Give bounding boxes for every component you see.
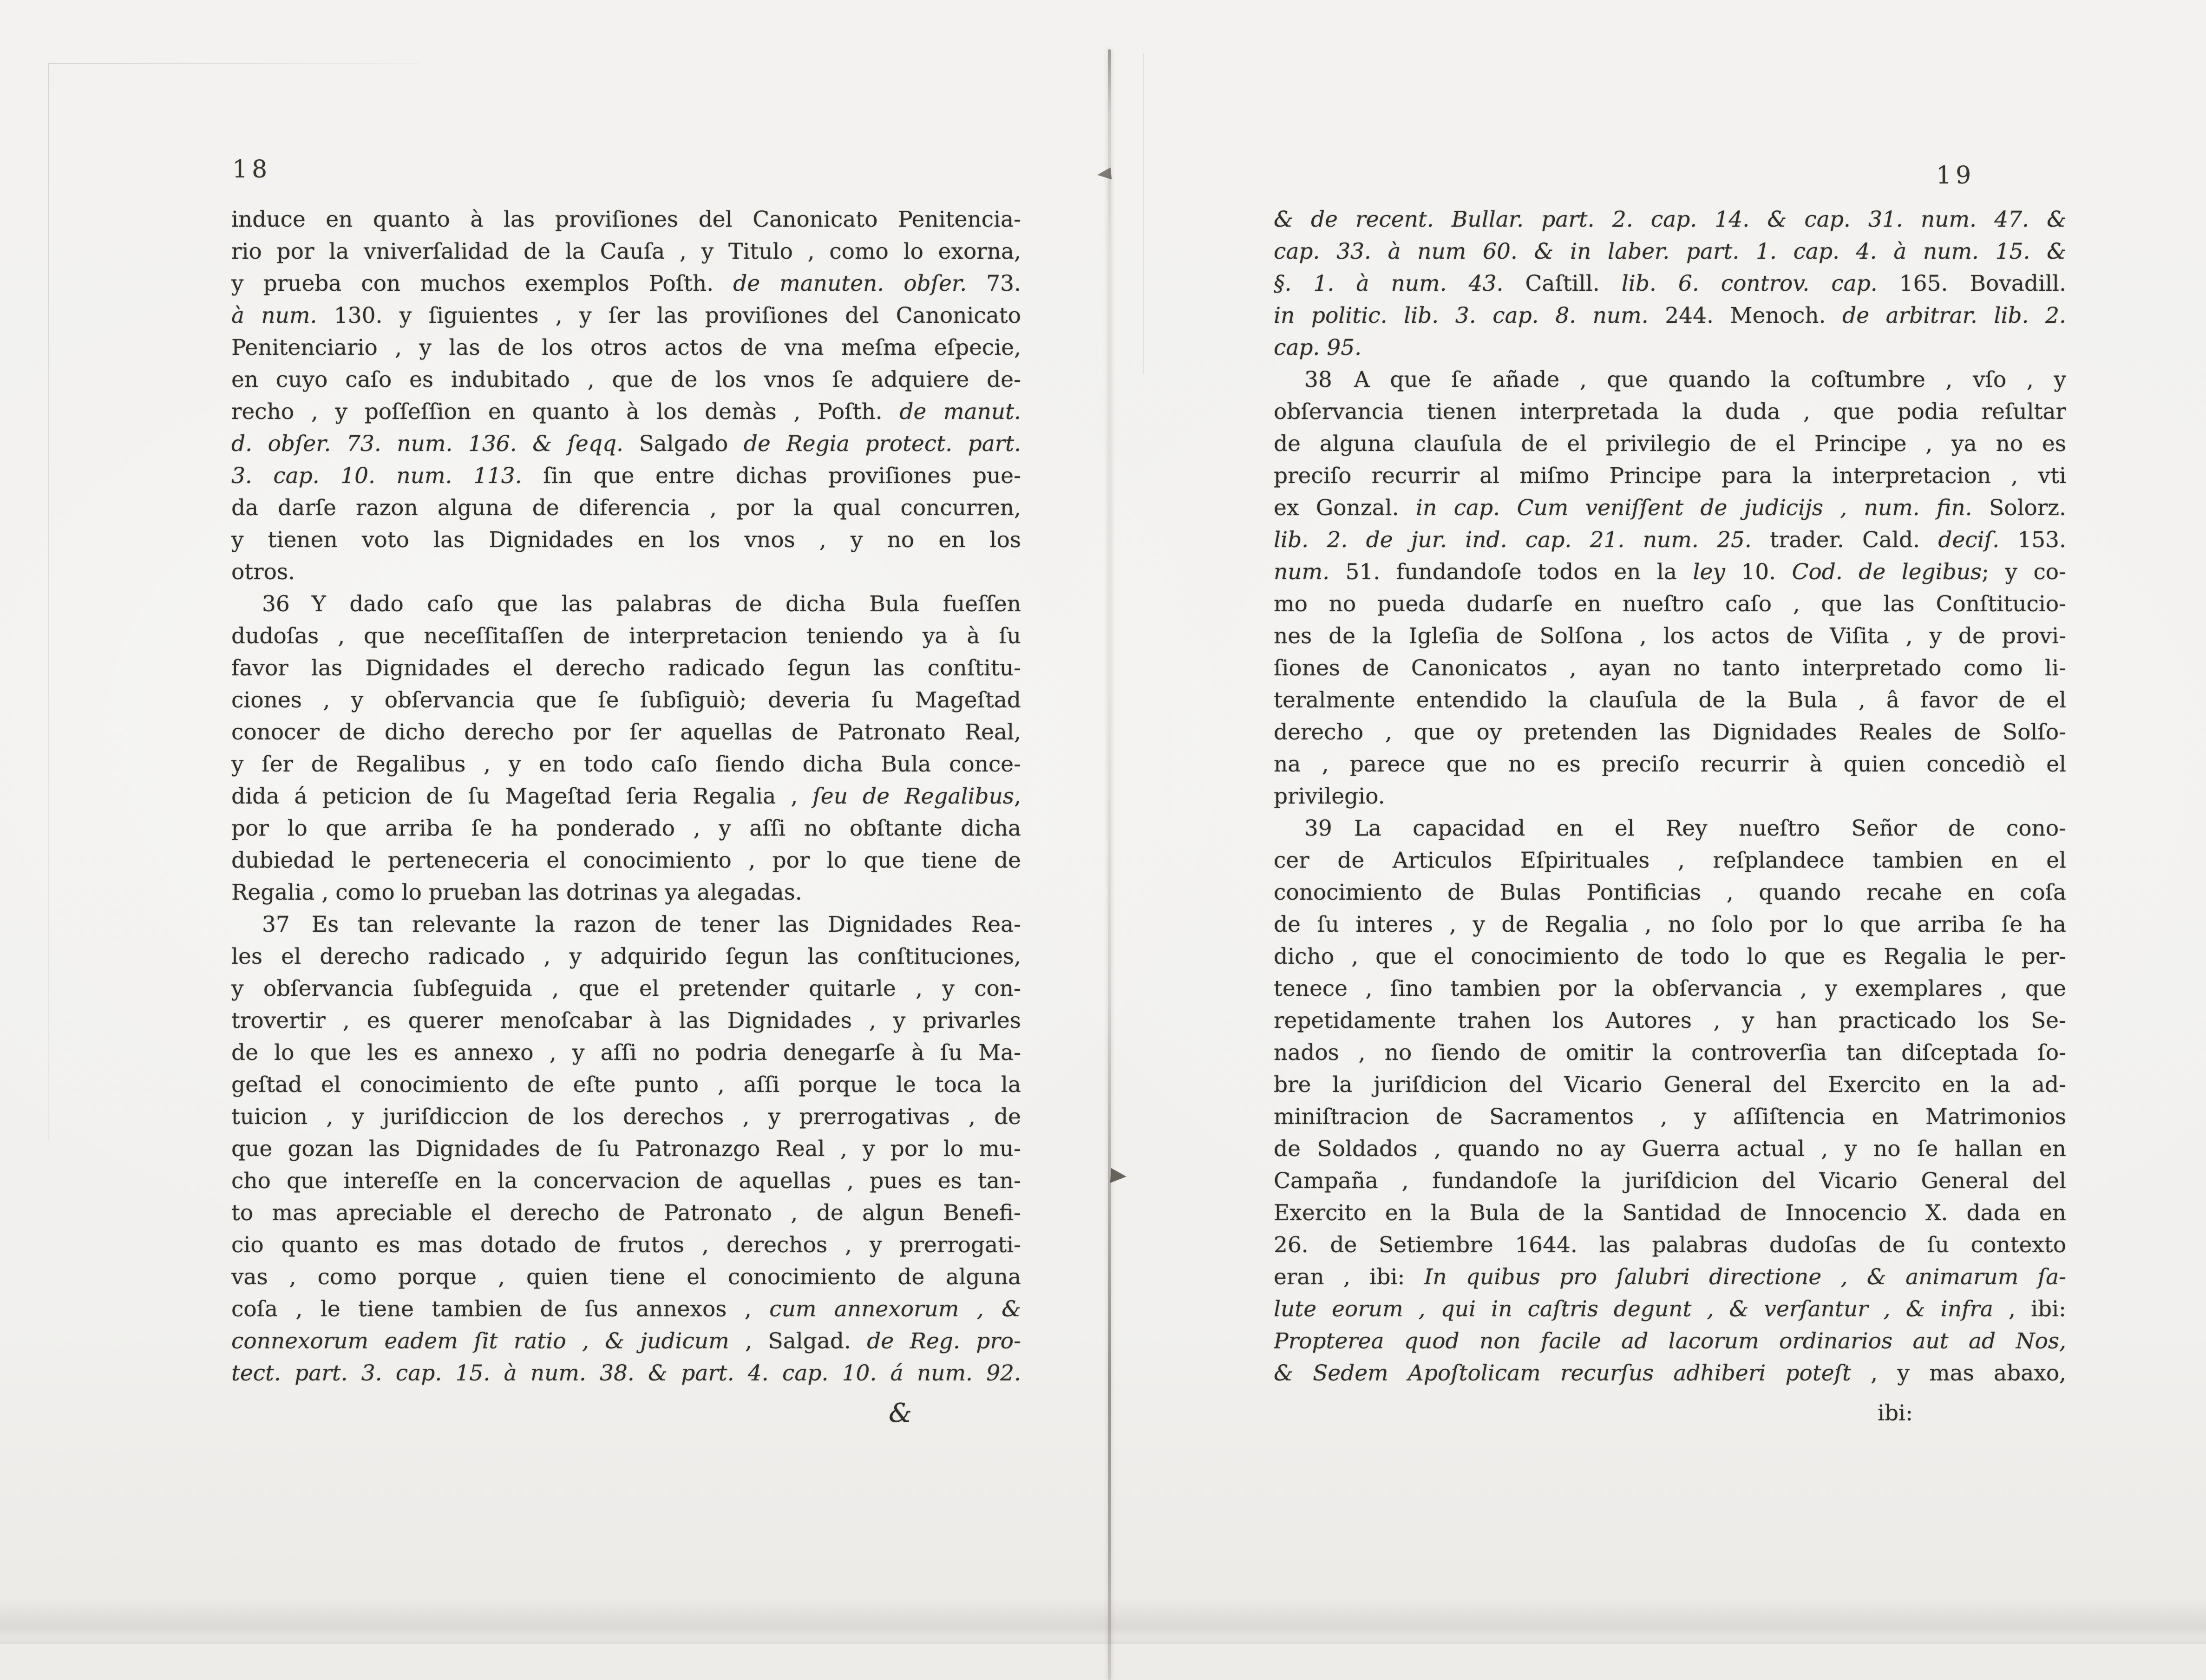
text-line: da darſe razon alguna de diferencia , por la qual concurren, — [231, 495, 1021, 521]
text-line: repetidamente trahen los Autores , y han practicado los Se- — [1274, 1008, 2066, 1033]
text-line: nados , no ſiendo de omitir la controverſia tan diſceptada ſo- — [1274, 1040, 2066, 1066]
text-line: à num. 130. y ſiguientes , y ſer las proviſiones del Canonicato — [231, 303, 1021, 328]
text-line: teralmente entendido la clauſula de la Bula , â favor de el — [1274, 687, 2066, 713]
text-line: en cuyo caſo es indubitado , que de los vnos ſe adquiere de- — [231, 367, 1021, 392]
text-line: §. 1. à num. 43. Caſtill. lib. 6. controv. cap. 165. Bovadill. — [1274, 271, 2066, 296]
text-line: tenece , ſino tambien por la obſervancia , y exemplares , que — [1274, 976, 2066, 1001]
page-number-right: 19 — [1936, 162, 1976, 190]
text-line: num. 51. fundandoſe todos en la ley 10. Cod. de legibus; y co- — [1274, 559, 2066, 585]
text-line: privilegio. — [1274, 784, 1385, 809]
page-18-text-block — [231, 203, 1021, 1432]
text-line: 26. de Setiembre 1644. las palabras dudoſas de ſu contexto — [1274, 1232, 2066, 1258]
text-line: coſa , le tiene tambien de ſus annexos , cum annexorum , & — [231, 1296, 1021, 1322]
text-line: cho que intereſſe en la concervacion de aquellas , pues es tan- — [231, 1168, 1021, 1194]
text-line: ciones , y obſervancia que ſe ſubſiguiò; deveria ſu Mageſtad — [231, 687, 1021, 713]
text-line: induce en quanto à las proviſiones del Canonicato Penitencia- — [231, 207, 1021, 232]
text-line: Propterea quod non facile ad lacorum ordinarios aut ad Nos, — [1274, 1328, 2066, 1354]
text-line: derecho , que oy pretenden las Dignidades Reales de Solſo- — [1274, 719, 2066, 745]
text-line: dubiedad le perteneceria el conocimiento , por lo que tiene de — [231, 848, 1021, 873]
text-line: que gozan las Dignidades de ſu Patronazgo Real , y por lo mu- — [231, 1136, 1021, 1162]
text-line: conocer de dicho derecho por ſer aquellas de Patronato Real, — [231, 719, 1021, 745]
text-line: dicho , que el conocimiento de todo lo que es Regalia le per- — [1274, 944, 2066, 969]
catchword: & — [889, 1398, 912, 1428]
text-line: lib. 2. de jur. ind. cap. 21. num. 25. trader. Cald. deciſ. 153. — [1274, 527, 2066, 553]
binding-thread-mark-bottom — [1110, 1168, 1127, 1184]
page-number-left: 18 — [232, 156, 272, 183]
text-line: cer de Articulos Eſpirituales , reſplandece tambien en el — [1274, 848, 2066, 873]
text-line: Penitenciario , y las de los otros actos de vna meſma eſpecie, — [231, 335, 1021, 360]
text-line: 39 La capacidad en el Rey nueſtro Señor de cono- — [1304, 816, 2066, 841]
text-line: to mas apreciable el derecho de Patronato , de algun Benefi- — [231, 1200, 1021, 1226]
text-line: Regalia , como lo prueban las dotrinas ya alegadas. — [231, 880, 802, 905]
text-line: miniſtracion de Sacramentos , y aſſiſtencia en Matrimonios — [1274, 1104, 2066, 1130]
text-line: y tienen voto las Dignidades en los vnos , y no en los — [231, 527, 1021, 553]
text-line: cio quanto es mas dotado de frutos , derechos , y prerrogati- — [231, 1232, 1021, 1258]
text-line: otros. — [231, 559, 295, 585]
page-under-edge-vertical — [48, 64, 49, 1141]
text-line: connexorum eadem ſit ratio , & judicum , Salgad. de Reg. pro- — [231, 1328, 1021, 1354]
text-line: tuicion , y juriſdiccion de los derechos , y prerrogativas , de — [231, 1104, 1021, 1130]
text-line: y obſervancia ſubſeguida , que el pretender quitarle , y con- — [231, 976, 1021, 1001]
text-line: obſervancia tienen interpretada la duda , que podia reſultar — [1274, 399, 2066, 425]
text-line: favor las Dignidades el derecho radicado ſegun las conſtitu- — [231, 655, 1021, 681]
text-line: na , parece que no es preciſo recurrir à quien concediò el — [1274, 752, 2066, 777]
text-line: 38 A que ſe añade , que quando la coſtumbre , vſo , y — [1304, 367, 2066, 392]
text-line: y ſer de Regalibus , y en todo caſo ſiendo dicha Bula conce- — [231, 752, 1021, 777]
text-line: eran , ibi: In quibus pro ſalubri directione , & animarum ſa- — [1274, 1264, 2066, 1290]
text-line: vas , como porque , quien tiene el conocimiento de alguna — [231, 1264, 1021, 1290]
text-line: dida á peticion de ſu Mageſtad ſeria Regalia , ſeu de Regalibus, — [231, 784, 1021, 809]
text-line: 3. cap. 10. num. 113. ſin que entre dichas proviſiones pue- — [231, 463, 1021, 489]
text-line: de ſu interes , y de Regalia , no ſolo por lo que arriba ſe ha — [1274, 912, 2066, 937]
binding-gutter-crease — [1108, 49, 1111, 1680]
text-line: dudoſas , que neceſſitaſſen de interpretacion teniendo ya à ſu — [231, 623, 1021, 649]
text-line: & Sedem Apoſtolicam recurſus adhiberi poteſt , y mas abaxo, — [1274, 1360, 2066, 1386]
text-line: 36 Y dado caſo que las palabras de dicha Bula fueſſen — [262, 591, 1021, 617]
text-line: d. obſer. 73. num. 136. & ſeqq. Salgado de Regia protect. part. — [231, 431, 1021, 457]
text-line: Exercito en la Bula de la Santidad de Innocencio X. dada en — [1274, 1200, 2066, 1226]
text-line: conocimiento de Bulas Pontificias , quando recahe en coſa — [1274, 880, 2066, 905]
text-line: lute eorum , qui in caſtris degunt , & verſantur , & infra , ibi: — [1274, 1296, 2066, 1322]
text-line: geſtad el conocimiento de eſte punto , aſſi porque le toca la — [231, 1072, 1021, 1098]
text-line: rio por la vniverſalidad de la Cauſa , y Titulo , como lo exorna, — [231, 239, 1021, 264]
text-line: 37 Es tan relevante la razon de tener las Dignidades Rea- — [262, 912, 1021, 937]
text-line: cap. 33. à num 60. & in laber. part. 1. cap. 4. à num. 15. & — [1274, 239, 2066, 264]
page-19-text-block — [1274, 203, 2066, 1432]
text-line: de lo que les es annexo , y aſſi no podria denegarſe à ſu Ma- — [231, 1040, 1021, 1066]
text-line: tect. part. 3. cap. 15. à num. 38. & part. 4. cap. 10. á num. 92. — [231, 1360, 1021, 1386]
text-line: cap. 95. — [1274, 335, 1362, 360]
text-line: de Soldados , quando no ay Guerra actual , y no ſe hallan en — [1274, 1136, 2066, 1162]
text-line: ſiones de Canonicatos , ayan no tanto interpretado como li- — [1274, 655, 2066, 681]
text-line: & de recent. Bullar. part. 2. cap. 14. & cap. 31. num. 47. & — [1274, 207, 2066, 232]
text-line: de alguna clauſula de el privilegio de el Principe , ya no es — [1274, 431, 2066, 457]
bottom-page-stack-shadow — [0, 1598, 2206, 1644]
text-line: por lo que arriba ſe ha ponderado , y aſſi no obſtante dicha — [231, 816, 1021, 841]
text-line: les el derecho radicado , y adquirido ſegun las conſtituciones, — [231, 944, 1021, 969]
text-line: bre la juriſdicion del Vicario General del Exercito en la ad- — [1274, 1072, 2066, 1098]
gutter-fold-highlight — [1143, 53, 1144, 374]
text-line: nes de la Igleſia de Solſona , los actos de Viſita , y de provi- — [1274, 623, 2066, 649]
text-line: ex Gonzal. in cap. Cum veniſſent de judicijs , num. fin. Solorz. — [1274, 495, 2066, 521]
text-line: trovertir , es querer menoſcabar à las Dignidades , y privarles — [231, 1008, 1021, 1033]
page-under-edge-horizontal — [48, 63, 419, 64]
catchword: ibi: — [1878, 1400, 1913, 1426]
text-line: mo no pueda dudarſe en nueſtro caſo , que las Conſtitucio- — [1274, 591, 2066, 617]
text-line: preciſo recurrir al miſmo Principe para la interpretacion , vti — [1274, 463, 2066, 489]
binding-thread-mark-top — [1097, 168, 1112, 181]
text-line: y prueba con muchos exemplos Poſth. de manuten. obſer. 73. — [231, 271, 1021, 296]
text-line: Campaña , fundandoſe la juriſdicion del Vicario General del — [1274, 1168, 2066, 1194]
text-line: in politic. lib. 3. cap. 8. num. 244. Menoch. de arbitrar. lib. 2. — [1274, 303, 2066, 328]
text-line: recho , y poſſeſſion en quanto à los demàs , Poſth. de manut. — [231, 399, 1021, 425]
